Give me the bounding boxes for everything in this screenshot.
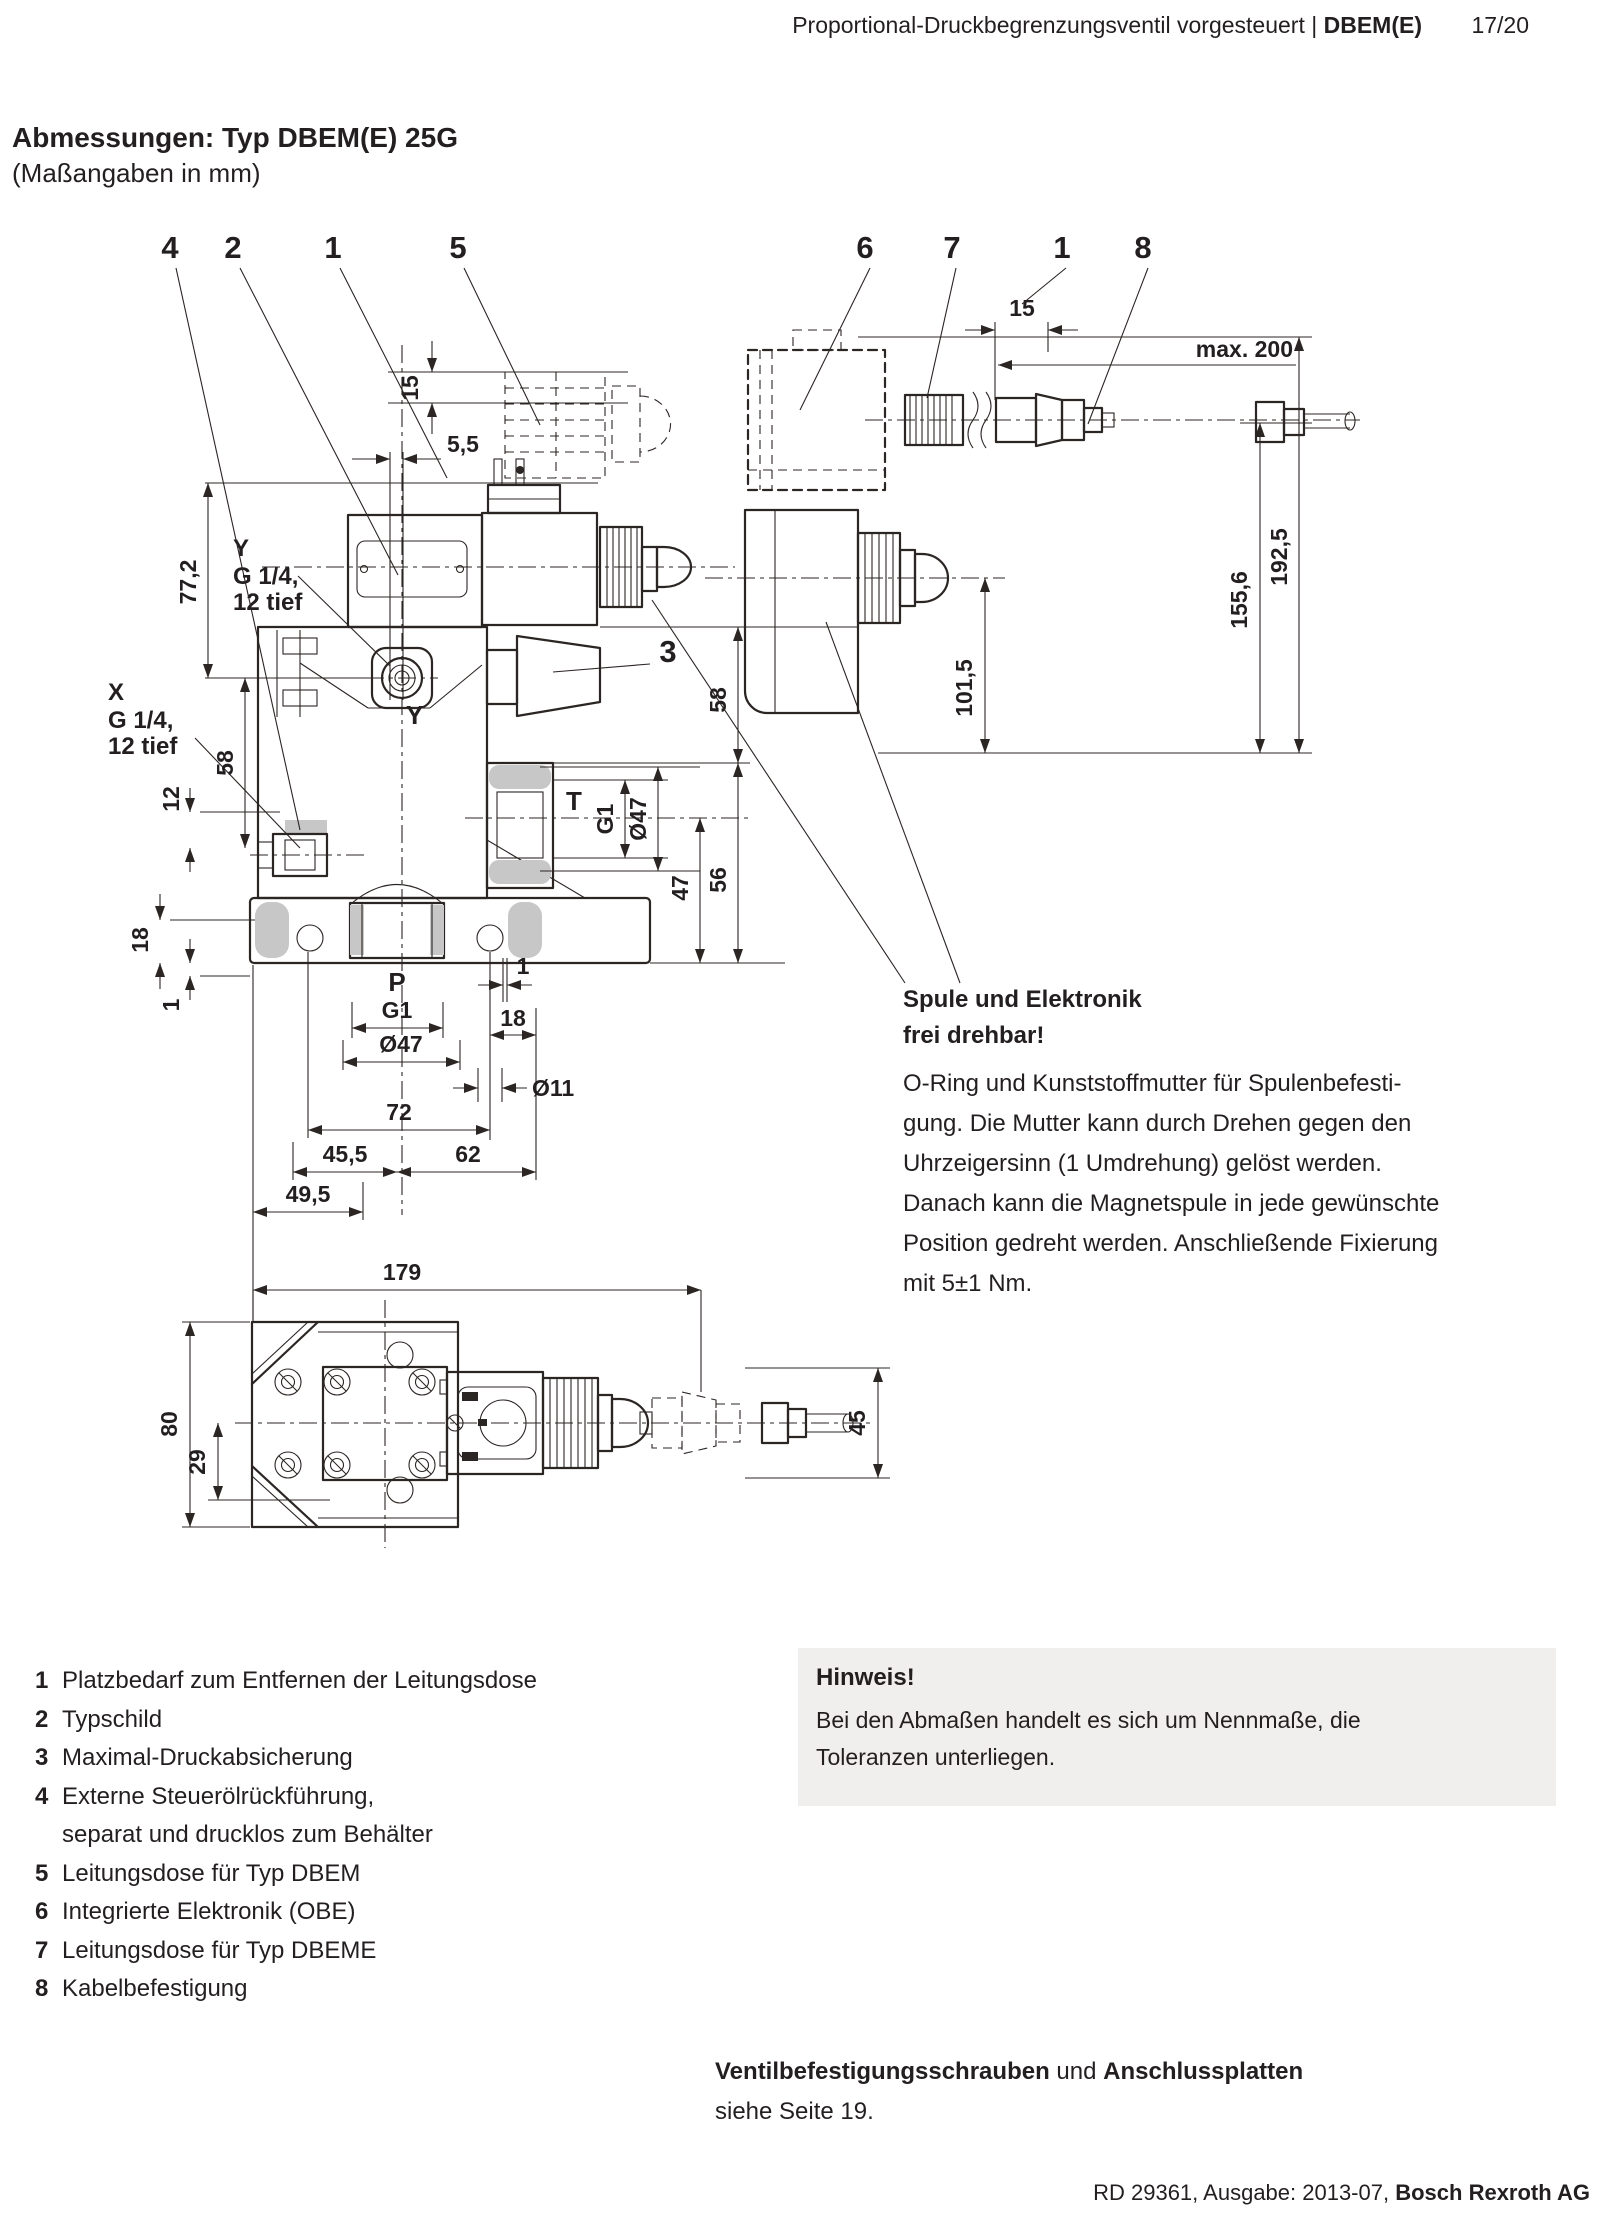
reference-line-1 xyxy=(715,2052,1303,2092)
coil-note xyxy=(903,982,1563,1304)
dim-192-5: 192,5 xyxy=(1266,528,1292,586)
reference-mid: und xyxy=(1049,2058,1104,2085)
dimensions-main xyxy=(108,341,785,1320)
legend-num: 3 xyxy=(35,1744,49,1771)
dim-1-right: 1 xyxy=(516,953,530,979)
label-y-depth: 12 tief xyxy=(233,589,303,616)
dim-dia47-p: Ø47 xyxy=(379,1031,423,1057)
hinweis-box xyxy=(798,1648,1556,1806)
label-x-depth: 12 tief xyxy=(108,733,178,760)
callout-7: 7 xyxy=(943,230,961,265)
coil-note-line: O-Ring und Kunststoffmutter für Spulenbefesti- xyxy=(903,1070,1402,1097)
dim-101-5: 101,5 xyxy=(951,659,977,717)
dimensions-bottom xyxy=(156,1259,890,1527)
coil-note-line: Uhrzeigersinn (1 Umdrehung) gelöst werden. xyxy=(903,1150,1382,1177)
reference-bold-1: Ventilbefestigungsschrauben xyxy=(715,2058,1050,2085)
legend-text: Leitungsdose für Typ DBEME xyxy=(62,1936,377,1964)
legend-text: Platzbedarf zum Entfernen der Leitungsdose xyxy=(62,1667,537,1694)
reference-bold-2: Anschlussplatten xyxy=(1103,2058,1304,2085)
header-title-bold: DBEM(E) xyxy=(1323,12,1422,38)
header-title: Proportional-Druckbegrenzungsventil vorgesteuert | xyxy=(792,12,1324,38)
legend-num: 5 xyxy=(35,1859,49,1887)
page-number: 17/20 xyxy=(1471,12,1529,38)
callout-2: 2 xyxy=(224,230,242,265)
dim-dia47-t: Ø47 xyxy=(625,797,651,841)
hinweis-heading: Hinweis! xyxy=(816,1664,915,1691)
legend-num: 6 xyxy=(35,1898,49,1925)
page-footer xyxy=(1093,2180,1590,2206)
dim-5-5: 5,5 xyxy=(447,431,479,457)
legend-item xyxy=(35,1970,537,2009)
label-x-port: X xyxy=(108,679,125,706)
coil-note-heading-1: Spule und Elektronik xyxy=(903,986,1142,1013)
dim-62: 62 xyxy=(455,1141,481,1167)
dim-47: 47 xyxy=(667,875,693,901)
callout-8: 8 xyxy=(1134,230,1152,265)
callout-5: 5 xyxy=(449,230,467,265)
dimensions-side xyxy=(951,295,1312,753)
reference-line-2: siehe Seite 19. xyxy=(715,2098,874,2125)
label-t-port: T xyxy=(566,786,582,816)
legend-num: 4 xyxy=(35,1782,49,1810)
dim-45-5: 45,5 xyxy=(322,1141,368,1167)
coil-note-body xyxy=(903,1064,1563,1304)
dim-49-5: 49,5 xyxy=(285,1181,331,1207)
dim-15-side: 15 xyxy=(1009,295,1035,321)
dim-g1-t: G1 xyxy=(592,803,618,835)
coil-note-line: Danach kann die Magnetspule in jede gewünschte xyxy=(903,1190,1440,1217)
dim-29: 29 xyxy=(184,1449,210,1475)
hinweis-line-2: Toleranzen unterliegen. xyxy=(816,1744,1056,1770)
callout-4: 4 xyxy=(161,230,179,265)
dim-1-left: 1 xyxy=(158,998,184,1012)
legend-item xyxy=(35,1893,537,1932)
footer-regular: RD 29361, Ausgabe: 2013-07, xyxy=(1093,2180,1396,2205)
main-view xyxy=(250,345,748,1215)
dim-80: 80 xyxy=(156,1411,182,1437)
legend-text: Kabelbefestigung xyxy=(62,1975,248,2002)
legend-item xyxy=(35,1662,537,1701)
footer-bold: Bosch Rexroth AG xyxy=(1395,2180,1590,2205)
dim-dia11: Ø11 xyxy=(532,1075,575,1101)
page-title: Abmessungen: Typ DBEM(E) 25G xyxy=(12,122,458,153)
dim-g1-p: G1 xyxy=(381,997,413,1023)
label-y-port: Y xyxy=(233,535,250,562)
coil-note-line: Position gedreht werden. Anschließende Fixierung xyxy=(903,1230,1438,1257)
label-y-thread: G 1/4, xyxy=(233,563,299,590)
legend-item xyxy=(35,1855,537,1894)
dim-18-left: 18 xyxy=(127,927,153,953)
side-view xyxy=(705,330,1360,753)
label-y-small: Y xyxy=(406,700,424,730)
page-header xyxy=(792,12,1422,39)
dim-56: 56 xyxy=(705,867,731,893)
legend-text: Externe Steuerölrückführung, xyxy=(62,1782,375,1810)
callout-3: 3 xyxy=(659,634,677,669)
bottom-view xyxy=(235,1300,872,1548)
legend-num: 2 xyxy=(35,1705,49,1733)
legend-text: Typschild xyxy=(62,1705,163,1733)
dim-12: 12 xyxy=(158,786,184,812)
legend-text: Integrierte Elektronik (OBE) xyxy=(62,1898,356,1925)
dim-179: 179 xyxy=(382,1259,422,1285)
legend-text: Maximal-Druckabsicherung xyxy=(62,1744,353,1771)
dim-15-main: 15 xyxy=(397,375,423,401)
callout-6: 6 xyxy=(856,230,874,265)
legend-num: 1 xyxy=(35,1667,49,1694)
legend-item xyxy=(35,1932,537,1971)
legend-item xyxy=(35,1701,537,1740)
legend-num: 7 xyxy=(35,1936,49,1964)
dim-45: 45 xyxy=(844,1410,870,1436)
dim-77-2: 77,2 xyxy=(175,559,201,605)
label-x-thread: G 1/4, xyxy=(108,707,174,734)
callout-1b: 1 xyxy=(1053,230,1071,265)
legend-item-continuation: separat und drucklos zum Behälter xyxy=(62,1821,433,1848)
dim-155-6: 155,6 xyxy=(1226,571,1252,629)
legend-text: Leitungsdose für Typ DBEM xyxy=(62,1859,361,1887)
coil-note-line: mit 5±1 Nm. xyxy=(903,1270,1033,1297)
dim-18-right: 18 xyxy=(500,1005,526,1031)
coil-note-line: gung. Die Mutter kann durch Drehen gegen den xyxy=(903,1110,1412,1137)
label-p-port: P xyxy=(388,967,406,997)
callout-1a: 1 xyxy=(324,230,342,265)
reference-note xyxy=(715,2052,1303,2132)
coil-note-heading-2: frei drehbar! xyxy=(903,1022,1045,1049)
legend-item xyxy=(35,1739,537,1778)
legend-item xyxy=(35,1778,537,1817)
page-subtitle: (Maßangaben in mm) xyxy=(12,158,261,188)
legend xyxy=(35,1662,537,2009)
dim-58-left: 58 xyxy=(212,750,238,776)
dim-58-right: 58 xyxy=(705,687,731,713)
dim-72: 72 xyxy=(386,1099,412,1125)
dim-max200: max. 200 xyxy=(1195,336,1293,362)
hinweis-line-1: Bei den Abmaßen handelt es sich um Nennmaße, die xyxy=(816,1707,1361,1733)
legend-num: 8 xyxy=(35,1975,49,2002)
